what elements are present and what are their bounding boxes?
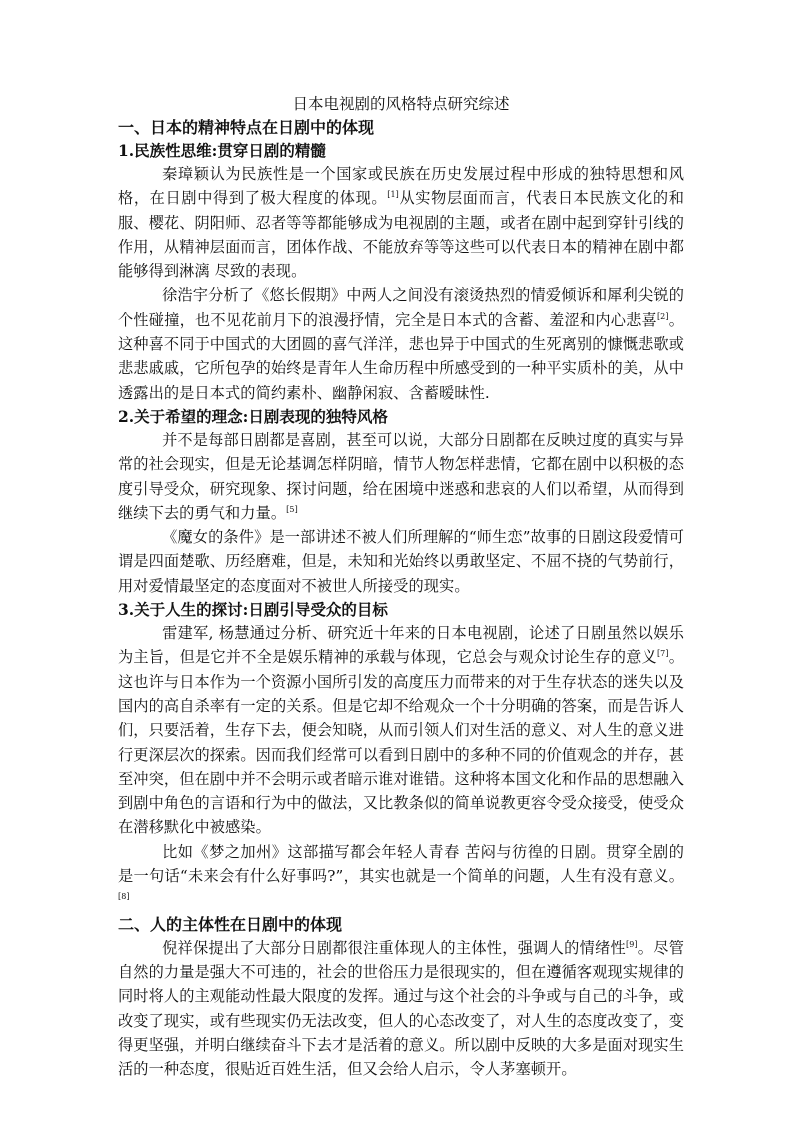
paragraph: 《魔女的条件》是一部讲述不被人们所理解的“师生恋”故事的日剧这段爱情可谓是四面楚歌、历经磨难，但是，未知和光始终以勇敢坚定、不屈不挠的气势前行，用对爱情最坚定的态度面对不被世人所接受的现实。 — [118, 528, 684, 595]
citation-ref: [1] — [387, 190, 399, 200]
paragraph: 倪祥保提出了大部分日剧都很注重体现人的主体性，强调人的情绪性[9]。尽管自然的力量是强大不可违的，社会的世俗压力是很现实的，但在遵循客观现实规律的同时将人的主观能动性最大限度的发挥。通过与这个社会的斗争或与自己的斗争，或改变了现实，或有些现实仍无法改变，但人的心态改变了，对人生的态度改变了，变得更坚强，并明白继续奋斗下去才是活着的意义。所以剧中反映的大多是面对现实生活的一种态度，很贴近百姓生活，但又会给人启示，令人茅塞顿开。 — [118, 938, 684, 1079]
section-1-heading: 一、日本的精神特点在日剧中的体现 — [118, 118, 375, 137]
subsection-2-heading: 2.关于希望的理念:日剧表现的独特风格 — [118, 406, 388, 426]
document-title: 日本电视剧的风格特点研究综述 — [292, 95, 510, 113]
citation-ref: [7] — [656, 649, 669, 659]
citation-ref: [8] — [118, 892, 130, 902]
document-page — [118, 92, 684, 1081]
subsection-1-heading: 1.民族性思维:贯穿日剧的精髓 — [118, 141, 326, 160]
citation-ref: [5] — [286, 504, 298, 514]
citation-ref: [2] — [656, 311, 669, 321]
paragraph: 并不是每部日剧都是喜剧，甚至可以说，大部分日剧都在反映过度的真实与异常的社会现实，但是无论基调怎样阴暗，情节人物怎样悲情，它都在剧中以积极的态度引导受众，研究现象、探讨问题，给在困境中迷惑和悲哀的人们以希望，从而得到继续下去的勇气和力量。[5] — [118, 430, 684, 522]
paragraph: 雷建军, 杨慧通过分析、研究近十年来的日本电视剧，论述了日剧虽然以娱乐为主旨，但是它并不全是娱乐精神的承载与体现，它总会与观众讨论生存的意义[7]。这也许与日本作为一个资源小国所引发的高度压力而带来的对于生存状态的迷失以及国内的高自杀率有一定的关系。但是它却不给观众一个十分明确的答案，而是告诉人们，只要活着，生存下去，便会知晓，从而引领人们对生活的意义、对人生的意义进行更深层次的探索。因而我们经常可以看到日剧中的多种不同的价值观念的并存，甚至冲突，但在剧中并不会明示或者暗示谁对谁错。这种将本国文化和作品的思想融入到剧中角色的言语和行为中的做法，又比教条似的简单说教更容令受众接受，使受众在潜移默化中被感染。 — [118, 624, 684, 837]
paragraph: 比如《梦之加州》这部描写都会年轻人青春 苦闷与彷徨的日剧。贯穿全剧的是一句话“未来会有什么好事吗?”，其实也就是一个简单的问题，人生有没有意义。[8] — [118, 842, 684, 902]
paragraph: 秦璋颖认为民族性是一个国家或民族在历史发展过程中形成的独特思想和风格，在日剧中得到了极大程度的体现。[1]从实物层面而言，代表日本民族文化的和服、樱花、阴阳师、忍者等等都能够成为电视剧的主题，或者在剧中起到穿针引线的作用，从精神层面而言，团体作战、不能放弃等等这些可以代表日本的精神在剧中都能够得到淋漓 尽致的表现。 — [118, 165, 684, 281]
paragraph: 徐浩宇分析了《悠长假期》中两人之间没有滚烫热烈的情爱倾诉和犀利尖锐的个性碰撞，也不见花前月下的浪漫抒情，完全是日本式的含蓄、羞涩和内心悲喜[2]。这种喜不同于中国式的大团圆的喜气洋洋，悲也异于中国式的生死离别的慷慨悲歌或悲悲戚戚，它所包孕的始终是青年人生命历程中所感受到的一种平实质朴的美，从中透露出的是日本式的简约素朴、幽静闲寂、含蓄暧昧性. — [118, 286, 684, 402]
subsection-3-heading: 3.关于人生的探讨:日剧引导受众的目标 — [118, 600, 388, 620]
section-2-heading: 二、人的主体性在日剧中的体现 — [118, 914, 343, 934]
citation-ref: [9] — [625, 939, 638, 949]
